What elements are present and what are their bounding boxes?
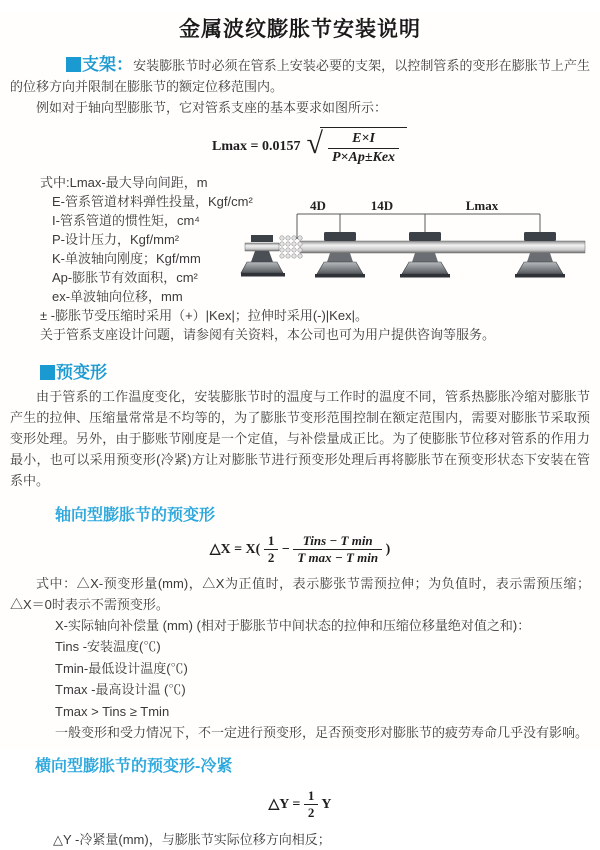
axial-param-line: Tmax > Tins ≥ Tmin <box>55 703 170 719</box>
axial-param-line: Tmax -最高设计温 (℃) <box>55 682 186 697</box>
axial-param-line: Tmin-最低设计温度(℃) <box>55 660 188 676</box>
dim-label-lmax: Lmax <box>465 198 499 213</box>
pipe <box>300 241 585 253</box>
formula-lmax-lhs: Lmax = 0.0157 <box>212 138 301 154</box>
guide-support-1 <box>315 232 365 278</box>
predeform-section-label: 预变形 <box>56 363 107 382</box>
lmax-fraction-numerator: E×I <box>328 130 399 149</box>
sqrt-expression <box>306 127 407 166</box>
param-line: E-管系管道材料弹性投量，Kgf/cm² <box>52 194 253 209</box>
formula-delta-y <box>0 788 600 822</box>
bellows-coils <box>280 236 302 258</box>
param-line: K-单波轴向刚度；Kgf/mm <box>52 251 201 266</box>
axial-param-line: X-实际轴向补偿量 (mm) (相对于膨胀节中间状态的拉伸和压缩位移量绝对值之和)： <box>55 617 531 633</box>
pipe-stub <box>245 243 279 251</box>
delta-x-explanation: 式中：△X-预变形量(mm)，△X为正值时，表示膨张节需预拉伸；为负值时，表示需预压缩；△X＝0时表示不需预变形。 <box>10 575 590 612</box>
half-fraction: $\frac{1}{2}$ <box>264 533 279 567</box>
predeform-section-heading <box>40 358 600 383</box>
delta-x-rhs: ) <box>385 541 391 557</box>
pipe-support-diagram <box>245 199 595 299</box>
guide-support-2 <box>400 232 450 278</box>
guide-support-3 <box>515 232 565 278</box>
formula-delta-x <box>0 533 600 567</box>
param-line: ex-单波轴向位移，mm <box>52 289 183 304</box>
delta-y-note: △Y -冷紧量(mm)，与膨胀节实际位移方向相反； <box>53 832 331 847</box>
params-and-diagram <box>0 173 600 306</box>
axial-subsection-heading: 轴向型膨胀节的预变形 <box>55 507 216 524</box>
param-line: P-设计压力，Kgf/mm² <box>52 232 180 247</box>
consult-note: 关于管系支座设计问题，请参阅有关资料，本公司也可为用户提供咨询等服务。 <box>40 327 496 342</box>
support-intro-text: 安装膨胀节时必须在管系上安装必要的支架，以控制管系的变形在膨胀节上产生的位移方向并限制在膨胀节的额定位移范围内。 <box>10 58 590 94</box>
lmax-fraction-denominator: P×Ap±Kex <box>331 149 396 165</box>
section-bullet-icon <box>66 57 81 72</box>
delta-x-lhs: △X = X( <box>209 541 261 557</box>
page-title: 金属波纹膨胀节安装说明 <box>179 18 421 41</box>
lmax-fraction <box>328 130 399 166</box>
anchor-support <box>241 235 285 277</box>
support-example-line: 例如对于轴向型膨胀节，它对管系支座的基本要求如图所示： <box>36 100 388 115</box>
section-bullet-icon <box>40 365 55 380</box>
dim-label-4d: 4D <box>310 198 326 213</box>
support-intro-paragraph <box>10 54 590 97</box>
document-page <box>0 13 600 847</box>
support-section-label: 支架： <box>81 55 134 74</box>
lateral-subsection-heading: 横向型膨胀节的预变形-冷紧 <box>35 757 233 775</box>
param-line: 式中:Lmax-最大导向间距，m <box>40 175 208 190</box>
param-line: I-管系管道的惯性矩，cm⁴ <box>52 213 200 228</box>
predeform-body-paragraph: 由于管系的工作温度变化，安装膨胀节时的温度与工作时的温度不同，管系热膨胀冷缩对膨胀节产生的拉伸、压缩量常常是不均等的，为了膨胀节变形范围控制在额定范围内，需要对膨胀节采取预变形处理。另外，由于膨账节刚度是一个定值，与补偿量成正比。为了使膨胀节位移对管系的作用力最小，也可以采用预变形(冷紧)方让对膨胀节进行预变形处理后再将膨胀节在预变形状态下安装在管系中。 <box>10 389 590 488</box>
sqrt-radical-icon: √ <box>306 127 323 160</box>
axial-param-line: 一般变形和受力情况下，不一定进行预变形，足否预变形对膨胀节的疲劳寿命几乎没有影响。 <box>55 725 589 740</box>
minus-sign: − <box>281 541 290 557</box>
delta-y-rhs: Y <box>321 796 332 812</box>
plus-minus-note: ± -膨胀节受压缩时采用（+）|Kex|；拉伸时采用(-)|Kex|。 <box>40 308 368 323</box>
axial-parameter-list <box>55 615 600 744</box>
param-line: Ap-膨胀节有效面积，cm² <box>52 270 198 285</box>
temperature-fraction: $\frac{\text{Tins − T min}}{\text{T max − T min}}$ <box>293 533 382 567</box>
dim-label-14d: 14D <box>370 198 394 213</box>
half-fraction: $\frac{1}{2}$ <box>304 788 319 822</box>
formula-lmax <box>212 127 600 166</box>
delta-y-lhs: △Y = <box>268 796 301 812</box>
axial-param-line: Tins -安装温度(℃) <box>55 639 161 654</box>
